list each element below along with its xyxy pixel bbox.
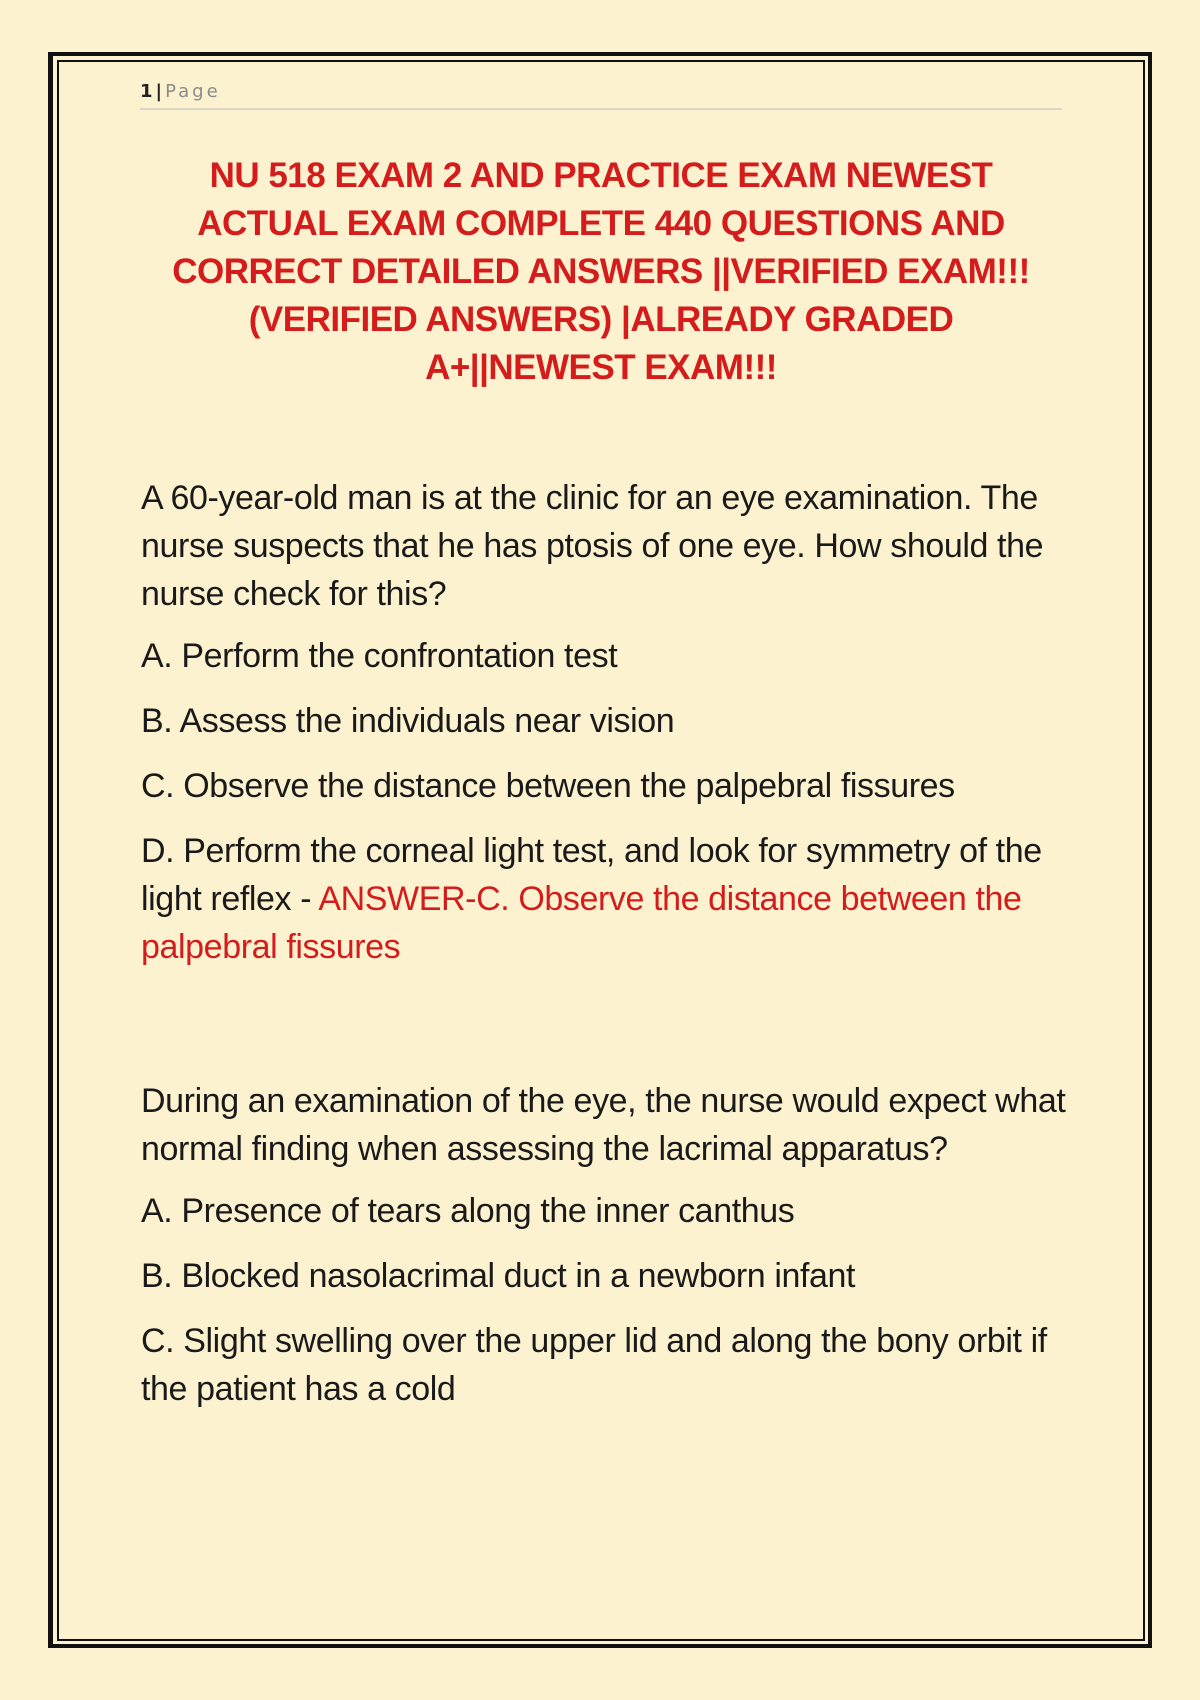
- option-c: C. Observe the distance between the palpebral fissures: [141, 767, 955, 805]
- option-a: A. Presence of tears along the inner canthus: [141, 1192, 795, 1230]
- option-c: C. Slight swelling over the upper lid and along the bony orbit if the patient has a cold: [141, 1322, 1047, 1408]
- question-stem: During an examination of the eye, the nurse would expect what normal finding when assessing the lacrimal apparatus?: [141, 1082, 1066, 1168]
- option-d: D. Perform the corneal light test, and look for symmetry of the light reflex -: [141, 832, 1042, 918]
- option-b: B. Blocked nasolacrimal duct in a newborn infant: [141, 1257, 856, 1295]
- page-number: 1: [140, 81, 153, 102]
- answer-text: ANSWER-C. Observe the distance between the palpebral fissures: [141, 880, 1022, 966]
- option-b: B. Assess the individuals near vision: [141, 702, 675, 740]
- question-spacer: [141, 988, 1066, 1077]
- document-title: NU 518 EXAM 2 AND PRACTICE EXAM NEWEST ACTUAL EXAM COMPLETE 440 QUESTIONS AND CORRECT DETAILED ANSWERS ||VERIFIED EXAM!!!(VERIFIED ANSWERS) |ALREADY GRADED A+||NEWEST EXAM!!!: [172, 156, 1030, 387]
- page-label: Page: [165, 81, 221, 102]
- page-separator: |: [155, 81, 163, 102]
- question-stem: A 60-year-old man is at the clinic for an eye examination. The nurse suspects that he has ptosis of one eye. How should the nurse check for this?: [141, 479, 1044, 613]
- question-2: [141, 1077, 1066, 1413]
- page-header: [140, 80, 1062, 110]
- question-1: [141, 474, 1066, 971]
- document-body: [141, 474, 1066, 1430]
- option-d-with-answer: [141, 827, 1066, 971]
- option-a: A. Perform the confrontation test: [141, 637, 618, 675]
